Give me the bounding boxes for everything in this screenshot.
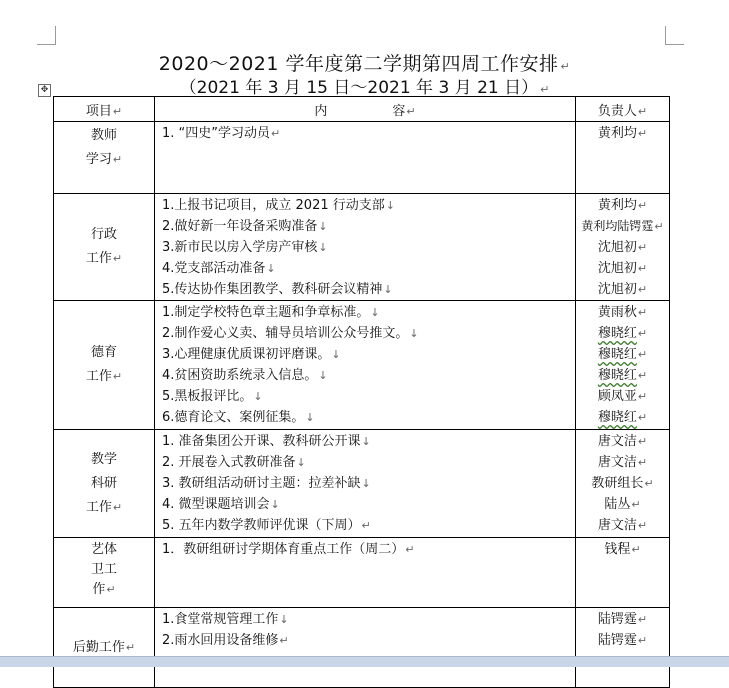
project-cell[interactable]: 教师 学习↵	[54, 122, 155, 194]
paragraph-mark-icon: ↵	[540, 83, 550, 96]
project-label: 工作	[85, 369, 112, 384]
schedule-table	[53, 96, 670, 688]
owner-name: 陆锷霆↵	[597, 612, 648, 627]
owner-name: 钱程↵	[604, 542, 641, 557]
header-project-label: 项目	[85, 103, 112, 119]
table-row	[54, 194, 670, 301]
status-bar	[0, 656, 729, 667]
list-item: 1. 准备集团公开课、教科研公开课↓	[162, 434, 371, 449]
paragraph-mark-icon: ↵	[560, 60, 571, 73]
owner-name: 黄雨秋↵	[597, 305, 648, 320]
project-label: 工作	[85, 251, 112, 266]
content-cell[interactable]	[155, 301, 576, 430]
crop-mark-top-right	[665, 26, 684, 45]
owner-cell[interactable]	[576, 538, 670, 608]
title-text: 2020～2021 学年度第二学期第四周工作安排	[158, 53, 559, 75]
list-item: 1.食堂常规管理工作↓	[162, 612, 289, 627]
owner-cell[interactable]	[576, 430, 670, 538]
project-cell[interactable]: 教学 科研 工作↵	[54, 430, 155, 538]
list-item: 4.党支部活动准备↓	[162, 261, 276, 276]
content-cell[interactable]	[155, 430, 576, 538]
list-item: 2.雨水回用设备维修↵	[162, 633, 289, 648]
owner-name: 黄利均陆锷霆↵	[581, 219, 664, 233]
table-move-handle-icon[interactable]: ✥	[38, 84, 51, 97]
content-cell[interactable]	[155, 122, 576, 194]
project-cell[interactable]: 艺体 卫工 作↵	[54, 538, 155, 608]
owner-name: 唐文洁↵	[597, 455, 648, 470]
owner-name: 穆晓红↵	[597, 410, 648, 425]
list-item: 3.新市民以房入学房产审核↓	[162, 240, 328, 255]
list-item: 2.制作爱心义卖、辅导员培训公众号推文。↓	[162, 326, 419, 341]
project-label: 作	[92, 582, 106, 597]
owner-name: 陆锷霆↵	[597, 633, 648, 648]
project-label: 后勤工作	[72, 639, 125, 655]
list-item: 3. 教研组活动研讨主题：拉差补缺↓	[162, 476, 371, 491]
owner-cell[interactable]	[576, 608, 670, 688]
list-item: 5.传达协作集团教学、教科研会议精神↓	[162, 282, 393, 297]
owner-cell[interactable]	[576, 301, 670, 430]
list-item: 1.上报书记项目，成立 2021 行动支部↓	[162, 198, 395, 213]
owner-name: 黄利均↵	[597, 126, 648, 141]
project-label: 德育	[90, 345, 117, 360]
owner-name: 沈旭初↵	[597, 282, 648, 297]
owner-name: 穆晓红↵	[597, 368, 648, 383]
table-header-row	[54, 97, 670, 122]
owner-name: 唐文洁↵	[597, 518, 648, 533]
owner-cell[interactable]	[576, 194, 670, 301]
header-content-label: 内 容	[314, 103, 406, 119]
owner-name: 沈旭初↵	[597, 261, 648, 276]
list-item: 1．教研组研讨学期体育重点工作（周二）↵	[162, 542, 415, 557]
project-label: 卫工	[90, 562, 117, 577]
cell-end-mark-icon: ↵	[637, 104, 648, 118]
project-label: 工作	[85, 499, 112, 515]
owner-name: 沈旭初↵	[597, 240, 648, 255]
owner-name: 顾凤亚↵	[597, 389, 648, 404]
crop-mark-top-left	[37, 26, 56, 45]
list-item: 1.制定学校特色章主题和争章标准。↓	[162, 305, 380, 320]
list-item: 4.贫困资助系统录入信息。↓	[162, 368, 328, 383]
header-owner[interactable]	[576, 97, 670, 122]
list-item: 3.心理健康优质课初评磨课。↓	[162, 347, 341, 362]
page-title[interactable]	[0, 49, 729, 76]
table-row	[54, 122, 670, 194]
project-cell[interactable]: 德育 工作↵	[54, 301, 155, 430]
list-item: 5. 五年内数学教师评优课（下周）↵	[162, 518, 371, 533]
project-cell[interactable]: 后勤工作↵	[54, 608, 155, 688]
table-row	[54, 430, 670, 538]
project-label: 科研	[90, 475, 117, 491]
list-item: 4. 微型课题培训会↓	[162, 497, 280, 512]
owner-name: 陆丛↵	[604, 497, 641, 512]
owner-name: 黄利均↵	[597, 198, 648, 213]
page-subtitle[interactable]	[0, 73, 729, 98]
owner-name: 教研组长↵	[591, 476, 654, 491]
subtitle-text: （2021 年 3 月 15 日～2021 年 3 月 21 日）	[179, 78, 539, 98]
project-label: 行政	[90, 227, 117, 242]
table-row	[54, 538, 670, 608]
list-item: 2.做好新一年设备采购准备↓	[162, 219, 328, 234]
owner-name: 穆晓红↵	[597, 347, 648, 362]
cell-end-mark-icon: ↵	[406, 104, 416, 118]
table-row	[54, 301, 670, 430]
project-label: 教师	[90, 128, 117, 143]
list-item: 5.黑板报评比。↓	[162, 389, 263, 404]
list-item: 1. “四史”学习动员↵	[162, 126, 281, 141]
project-label: 学习	[85, 152, 112, 167]
owner-name: 唐文洁↵	[597, 434, 648, 449]
content-cell[interactable]	[155, 538, 576, 608]
table-row	[54, 608, 670, 688]
list-item: 2. 开展卷入式教研准备↓	[162, 455, 306, 470]
header-content[interactable]	[155, 97, 576, 122]
project-cell[interactable]: 行政 工作↵	[54, 194, 155, 301]
header-project[interactable]	[54, 97, 155, 122]
cell-end-mark-icon: ↵	[112, 104, 123, 118]
owner-name: 穆晓红↵	[597, 326, 648, 341]
content-cell[interactable]	[155, 194, 576, 301]
content-cell[interactable]	[155, 608, 576, 688]
project-label: 教学	[90, 451, 117, 467]
list-item: 6.德育论文、案例征集。↓	[162, 410, 315, 425]
owner-cell[interactable]	[576, 122, 670, 194]
project-label: 艺体	[90, 542, 117, 557]
header-owner-label: 负责人	[597, 103, 637, 119]
